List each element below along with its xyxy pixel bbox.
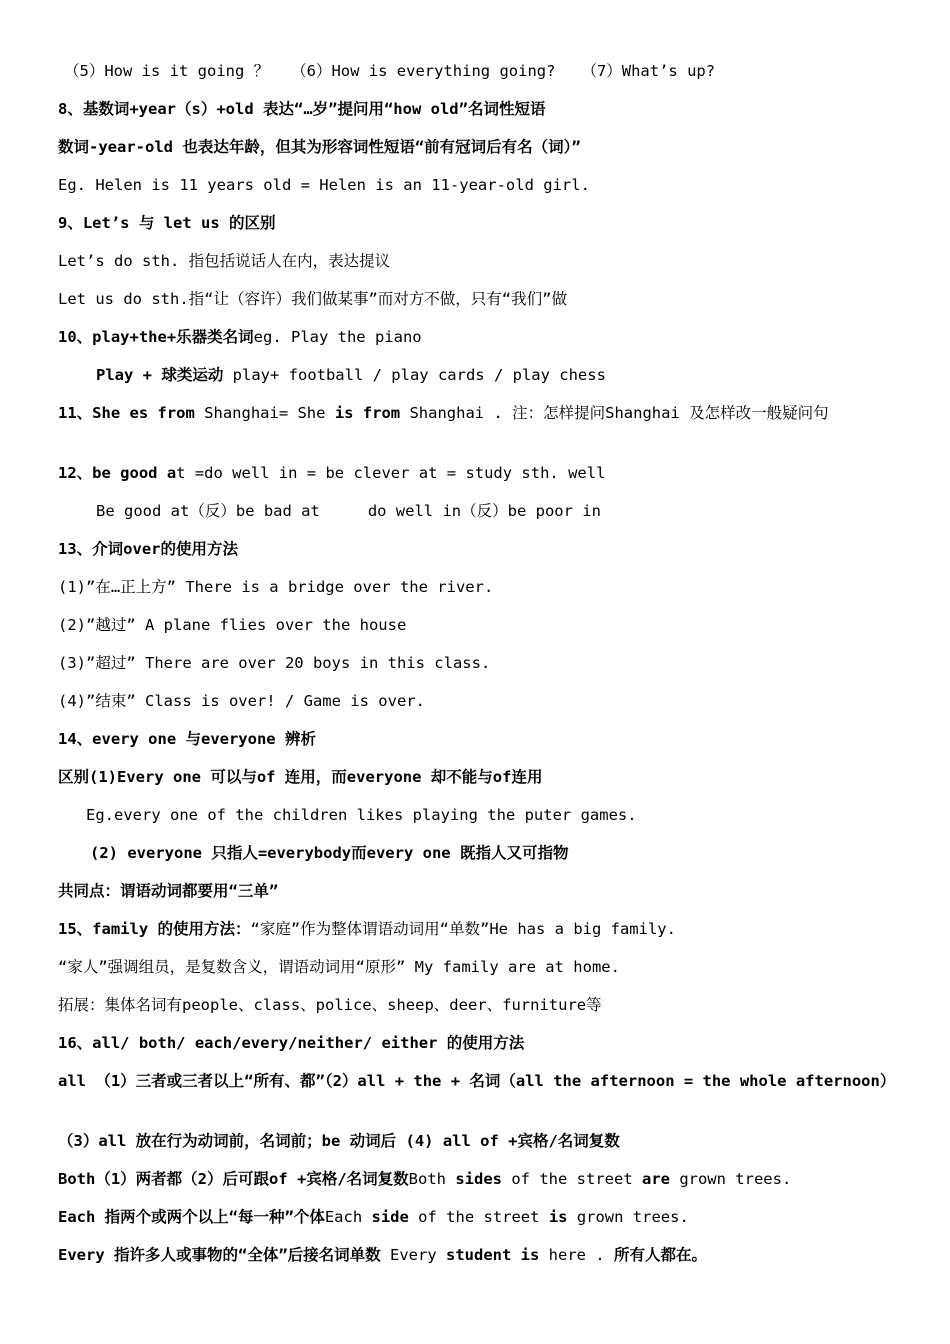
every-one-difference-2: (2) everyone 只指人=everybody而every one 既指人又可指物	[90, 844, 569, 862]
over-usage-1: (1)”在…正上方” There is a bridge over the river.	[58, 578, 494, 596]
play-sports-line: Play + 球类运动 play+ football / play cards / play chess	[96, 366, 606, 384]
every-one-difference-1: 区别(1)Every one 可以与of 连用，而everyone 却不能与of连用	[58, 768, 543, 786]
over-usage-2: (2)”越过” A plane flies over the house	[58, 616, 407, 634]
heading-13: 13、介词over的使用方法	[58, 540, 238, 558]
question-6: （6）How is everything going?	[291, 62, 556, 80]
each-usage: Each 指两个或两个以上“每一种”个体Each side of the street is grown trees.	[58, 1208, 689, 1226]
collective-nouns-note: 拓展：集体名词有people、class、police、sheep、deer、furniture等	[58, 996, 602, 1014]
all-usage-1: all （1）三者或三者以上“所有、都”（2）all + the + 名词（all the afternoon = the whole afternoon）	[58, 1072, 896, 1090]
good-at-antonyms: Be good at（反）be bad at do well in（反）be poor in	[96, 502, 601, 520]
heading-15: 15、family 的使用方法：“家庭”作为整体谓语动词用“单数”He has a big family.	[58, 920, 676, 938]
all-usage-2: （3）all 放在行为动词前，名词前；be 动词后 (4) all of +宾格/名词复数	[58, 1132, 620, 1150]
age-adjective-note: 数词-year-old 也表达年龄，但其为形容词性短语“前有冠词后有名（词）”	[58, 138, 581, 156]
every-one-example: Eg.every one of the children likes playing the puter games.	[86, 806, 637, 824]
heading-11: 11、She es from Shanghai= She is from Shanghai . 注：怎样提问Shanghai 及怎样改一般疑问句	[58, 404, 829, 422]
every-usage: Every 指许多人或事物的“全体”后接名词单数 Every student is here . 所有人都在。	[58, 1246, 707, 1264]
every-one-common-point: 共同点：谓语动词都要用“三单”	[58, 882, 279, 900]
both-usage: Both（1）两者都（2）后可跟of +宾格/名词复数Both sides of the street are grown trees.	[58, 1170, 792, 1188]
heading-16: 16、all/ both/ each/every/neither/ either 的使用方法	[58, 1034, 525, 1052]
age-example: Eg. Helen is 11 years old = Helen is an 11-year-old girl.	[58, 176, 590, 194]
lets-note: Let’s do sth. 指包括说话人在内，表达提议	[58, 252, 391, 270]
let-us-note: Let us do sth.指“让（容许）我们做某事”而对方不做，只有“我们”做	[58, 290, 567, 308]
question-5: （5）How is it going ？	[64, 62, 270, 80]
over-usage-4: (4)”结束” Class is over! / Game is over.	[58, 692, 425, 710]
heading-14: 14、every one 与everyone 辨析	[58, 730, 316, 748]
heading-10: 10、play+the+乐器类名词eg. Play the piano	[58, 328, 422, 346]
heading-12: 12、be good at =do well in = be clever at = study sth. well	[58, 464, 606, 482]
greeting-questions-line	[64, 60, 904, 82]
over-usage-3: (3)”超过” There are over 20 boys in this class.	[58, 654, 491, 672]
heading-9: 9、Let’s 与 let us 的区别	[58, 214, 276, 232]
heading-8: 8、基数词+year（s）+old 表达“…岁”提问用“how old”名词性短语	[58, 100, 546, 118]
question-7: （7）What’s up?	[581, 62, 716, 80]
family-members-note: “家人”强调组员，是复数含义，谓语动词用“原形” My family are at home.	[58, 958, 620, 976]
